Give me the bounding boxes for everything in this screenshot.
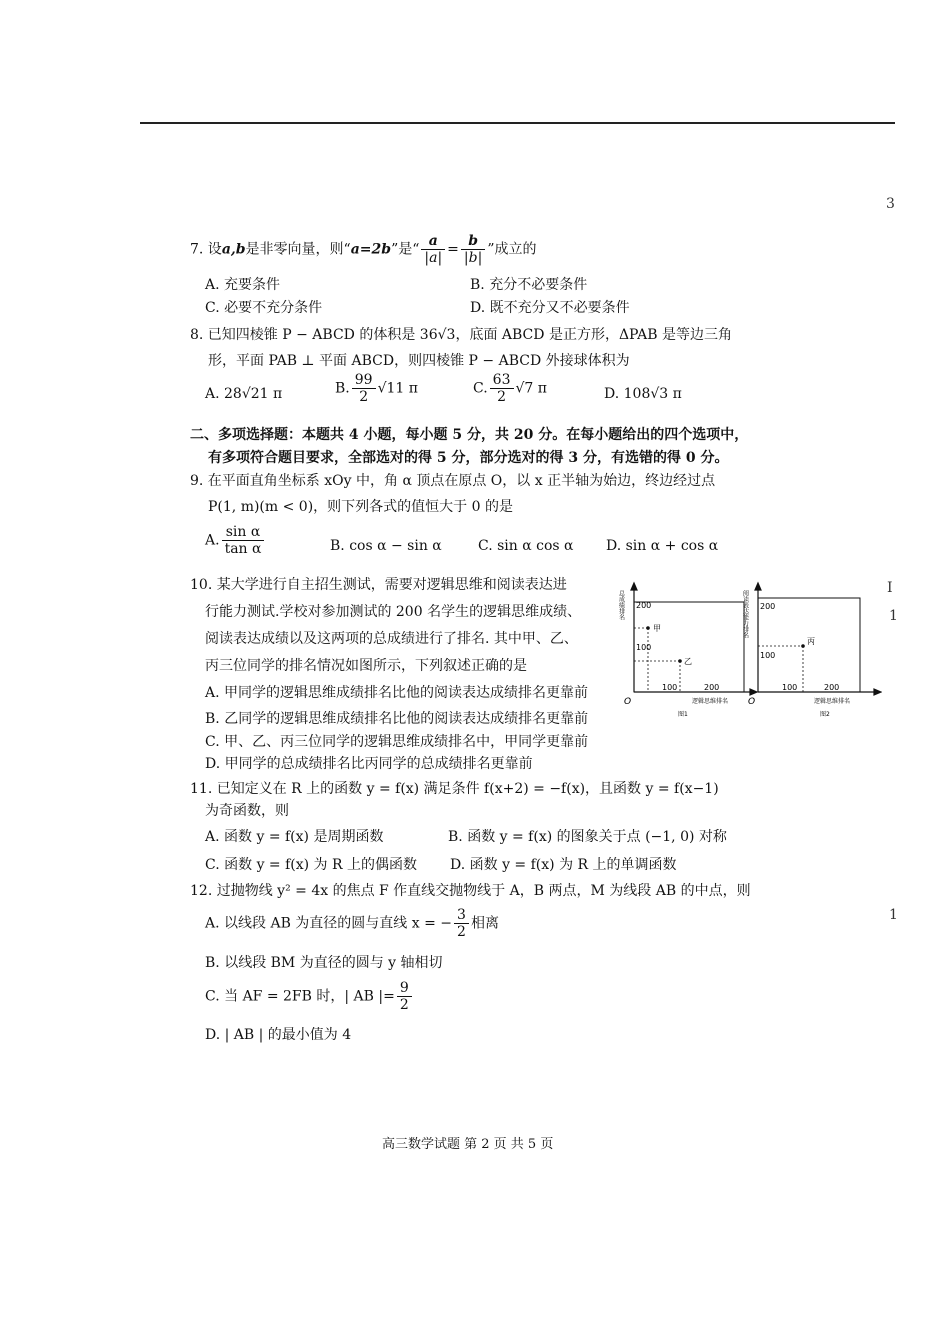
fig2-origin: O [748,697,756,707]
q11-stem-line1: 11. 已知定义在 R 上的函数 y = f(x) 满足条件 f(x+2) = −f(x)，且函数 y = f(x−1) [190,781,719,797]
q9-option-d: D. sin α + cos α [606,538,719,554]
q8-stem-line2: 形，平面 PAB ⊥ 平面 ABCD，则四棱锥 P − ABCD 外接球体积为 [208,353,630,369]
q10-option-b: B. 乙同学的逻辑思维成绩排名比他的阅读表达成绩排名更靠前 [205,711,589,727]
fig2-y200: 200 [760,602,776,611]
fig2-xlabel: 逻辑思维排名 [814,698,851,705]
q10-option-a: A. 甲同学的逻辑思维成绩排名比他的阅读表达成绩排名更靠前 [205,685,589,701]
edge-mark: I [887,580,893,596]
q11-option-b: B. 函数 y = f(x) 的图象关于点 (−1, 0) 对称 [448,829,727,845]
fig2-label-bing: 丙 [807,637,815,646]
fig1-y100: 100 [636,643,652,652]
fig1-x100: 100 [662,683,678,692]
section2-heading-line2: 有多项符合题目要求，全部选对的得 5 分，部分选对的得 3 分，有选错的得 0 分。 [208,450,729,466]
q9-stem-line2: P(1, m)(m < 0)，则下列各式的值恒大于 0 的是 [208,499,513,515]
q11-option-d: D. 函数 y = f(x) 为 R 上的单调函数 [450,857,677,873]
fig2-caption: 图2 [820,711,830,718]
fig1-origin: O [624,697,632,707]
fig2-point-bing [801,644,805,648]
page-footer: 高三数学试题 第 2 页 共 5 页 [382,1137,554,1152]
figure-2 [742,580,882,720]
q10-stem-line1: 10. 某大学进行自主招生测试，需要对逻辑思维和阅读表达进 [190,577,567,593]
q7-option-b: B. 充分不必要条件 [470,277,588,293]
fig1-x200: 200 [704,683,720,692]
q9-option-a: A. $\frac{\text{sin α}}{\text{tan α}}$ [205,524,266,557]
q7-option-c: C. 必要不充分条件 [205,300,323,316]
fig2-x100: 100 [782,683,798,692]
edge-mark: 1 [889,608,898,624]
fig1-label-jia: 甲 [653,624,661,633]
fig2-ylabel: 阅读表达能力排名 [742,590,749,638]
q12-stem: 12. 过抛物线 y² = 4x 的焦点 F 作直线交抛物线于 A，B 两点，M 为线段 AB 的中点，则 [190,883,751,899]
q8-stem-line1: 8. 已知四棱锥 P − ABCD 的体积是 36√3，底面 ABCD 是正方形，ΔPAB 是等边三角 [190,327,733,343]
q7-option-d: D. 既不充分又不必要条件 [470,300,630,316]
q12-option-b: B. 以线段 BM 为直径的圆与 y 轴相切 [205,955,443,971]
q9-option-c: C. sin α cos α [478,538,574,554]
fig1-y200: 200 [636,601,652,610]
q11-option-c: C. 函数 y = f(x) 为 R 上的偶函数 [205,857,417,873]
fig1-point-jia [646,626,650,630]
q11-option-a: A. 函数 y = f(x) 是周期函数 [205,829,384,845]
q10-stem-line3: 阅读表达成绩以及这两项的总成绩进行了排名. 其中甲、乙、 [205,631,578,647]
fig1-label-yi: 乙 [684,657,692,666]
q7-option-a: A. 充要条件 [205,277,281,293]
q10-stem-line4: 丙三位同学的排名情况如图所示，下列叙述正确的是 [205,658,527,674]
section2-heading-line1: 二、多项选择题：本题共 4 小题，每小题 5 分，共 20 分。在每小题给出的四个选项中， [190,427,749,443]
q10-option-d: D. 甲同学的总成绩排名比丙同学的总成绩排名更靠前 [205,756,533,772]
edge-mark: 3 [886,196,895,212]
q11-stem-line2: 为奇函数，则 [205,803,289,819]
fig1-point-yi [678,659,682,663]
q10-option-c: C. 甲、乙、丙三位同学的逻辑思维成绩排名中，甲同学更靠前 [205,734,589,750]
fig1-axes [631,583,757,695]
q9-option-b: B. cos α − sin α [330,538,442,554]
q12-option-c: C. 当 AF = 2FB 时，| AB |= $\frac{9}{2}$ [205,980,414,1013]
fig1-ylabel: 总成绩排名 [618,590,625,620]
q8-option-a: A. 28√21 π [205,386,283,402]
q9-stem-line1: 9. 在平面直角坐标系 xOy 中，角 α 顶点在原点 O，以 x 正半轴为始边，终边经过点 [190,473,716,489]
q12-option-a: A. 以线段 AB 为直径的圆与直线 x = − $\frac{3}{2}$ 相离 [205,907,499,940]
q8-option-c: C. $\frac{63}{2}$ √7 π [473,372,547,405]
figure-1 [618,580,758,720]
fig2-x200: 200 [824,683,840,692]
fig1-caption: 图1 [678,711,688,718]
q8-option-b: B. $\frac{99}{2}$ √11 π [335,372,418,405]
q7-stem: 7. 设a,b是非零向量，则“a=2b”是“ $\frac{a}{|a|}$ = $\frac{b}{|b|}$ ”成立的 [190,233,537,266]
q10-stem-line2: 行能力测试.学校对参加测试的 200 名学生的逻辑思维成绩、 [205,604,582,620]
q8-option-d: D. 108√3 π [604,386,682,402]
fig2-axes [755,583,881,695]
q12-option-d: D. | AB | 的最小值为 4 [205,1027,352,1043]
edge-mark: 1 [889,907,898,923]
header-rule [140,122,895,124]
fig1-xlabel: 逻辑思维排名 [692,698,729,705]
fig2-y100: 100 [760,651,776,660]
